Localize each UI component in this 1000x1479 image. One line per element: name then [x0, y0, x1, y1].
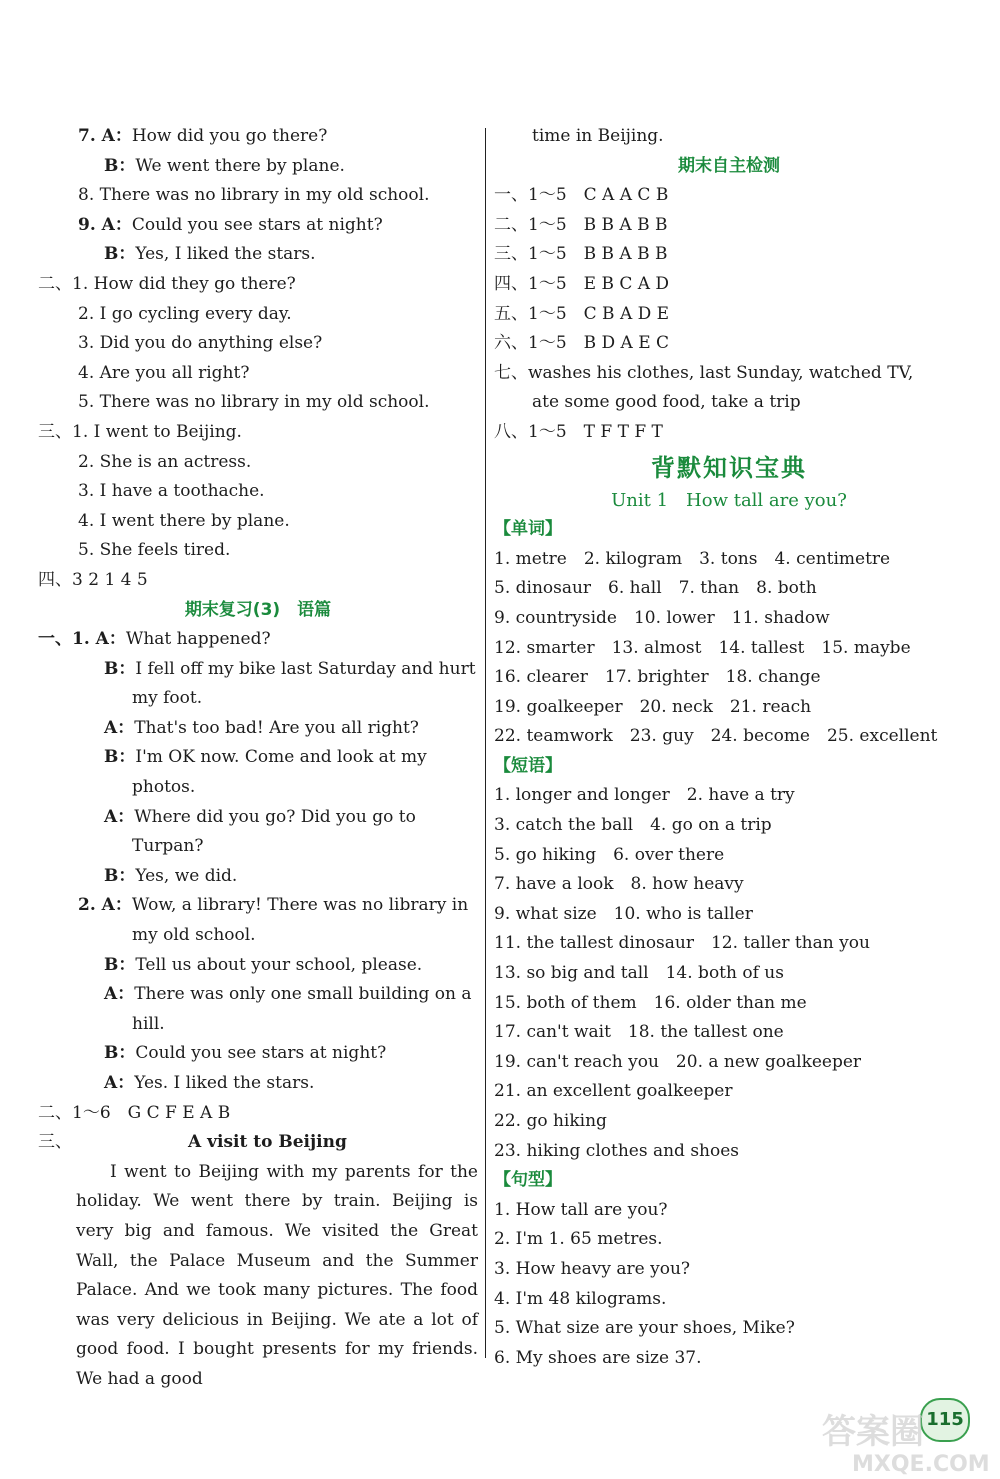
- final-answer-line: 五、1～5 C B A D E: [494, 303, 670, 324]
- unit-title: Unit 1 How tall are you?: [611, 489, 847, 511]
- essay-body: [38, 1158, 478, 1395]
- line-text: 二、1. How did they go there?: [38, 273, 296, 294]
- phrase-line: 5. go hiking 6. over there: [494, 844, 725, 865]
- answer-line: [38, 507, 478, 537]
- svg-text:答案圈: 答案圈: [822, 1412, 924, 1452]
- line-text: 3. Did you do anything else?: [78, 333, 323, 354]
- speaker-label: B：: [104, 747, 136, 768]
- dialogue-line: [38, 921, 478, 951]
- line-text: Could you see stars at night?: [131, 214, 383, 235]
- answer-line: [38, 477, 478, 507]
- sentence-line: 3. How heavy are you?: [494, 1258, 691, 1279]
- speaker-label: A：: [104, 1073, 135, 1093]
- line-text: 4. I went there by plane.: [78, 510, 290, 531]
- dialogue-line: [38, 655, 478, 685]
- line-text: 2. She is an actress.: [78, 451, 252, 472]
- word-line: 5. dinosaur 6. hall 7. than 8. both: [494, 578, 817, 599]
- speaker-label: B：: [104, 954, 136, 975]
- line-text: my old school.: [132, 925, 256, 946]
- final-answer-7-cont: ate some good food, take a trip: [532, 392, 801, 413]
- line-text: 3. I have a toothache.: [78, 481, 265, 502]
- line-text: Wow, a library! There was no library in: [131, 895, 469, 916]
- answer-line: [38, 329, 478, 359]
- final-answer-line: 四、1～5 E B C A D: [494, 273, 670, 294]
- phrase-line: 13. so big and tall 14. both of us: [494, 963, 784, 984]
- dialogue-line: [38, 980, 478, 1010]
- line-text: Where did you go? Did you go to: [134, 806, 416, 827]
- line-text: Yes, we did.: [135, 865, 238, 886]
- line-text: Could you see stars at night?: [135, 1043, 387, 1064]
- left-column: [38, 122, 478, 1395]
- dialogue-line: [38, 1069, 478, 1099]
- line-text: 二、1～6 G C F E A B: [38, 1102, 231, 1123]
- word-line: 9. countryside 10. lower 11. shadow: [494, 607, 830, 628]
- word-line: 16. clearer 17. brighter 18. change: [494, 667, 821, 688]
- review3-dialogue: [38, 625, 478, 1128]
- sentences-list: [494, 1196, 964, 1374]
- answer-line: [38, 536, 478, 566]
- dialogue-line: [38, 832, 478, 862]
- line-text: 2. I go cycling every day.: [78, 303, 292, 324]
- essay-title: A visit to Beijing: [188, 1132, 347, 1153]
- word-line: 12. smarter 13. almost 14. tallest 15. maybe: [494, 637, 911, 658]
- page-number: 115: [920, 1398, 970, 1442]
- speaker-label: 7. A：: [78, 126, 132, 146]
- phrase-line: 17. can't wait 18. the tallest one: [494, 1022, 784, 1043]
- phrase-line: 19. can't reach you 20. a new goalkeeper: [494, 1051, 862, 1072]
- phrase-line: 1. longer and longer 2. have a try: [494, 785, 795, 806]
- left-answer-list: [38, 122, 478, 596]
- review3-heading: 期末复习(3) 语篇: [184, 599, 332, 620]
- final-test-answers: [494, 181, 964, 388]
- line-text: We went there by plane.: [135, 155, 345, 176]
- dialogue-line: [38, 625, 478, 655]
- word-line: 1. metre 2. kilogram 3. tons 4. centimetre: [494, 548, 891, 569]
- continuation-line: time in Beijing.: [532, 126, 664, 146]
- phrase-line: 9. what size 10. who is taller: [494, 903, 753, 924]
- phrase-line: 23. hiking clothes and shoes: [494, 1140, 740, 1161]
- phrases-label: 【短语】: [494, 755, 562, 776]
- final-answer-line: 七、washes his clothes, last Sunday, watched TV,: [494, 362, 914, 383]
- speaker-label: B：: [104, 244, 136, 265]
- answer-line: [38, 388, 478, 418]
- phrase-line: 11. the tallest dinosaur 12. taller than you: [494, 933, 870, 954]
- final-answer-line: 三、1～5 B B A B B: [494, 244, 668, 265]
- final-answer-line: 一、1～5 C A A C B: [494, 185, 669, 206]
- dialogue-line: [38, 803, 478, 833]
- speaker-label: 一、1. A：: [38, 629, 126, 650]
- final-test-heading: 期末自主检测: [678, 155, 780, 176]
- line-text: That's too bad! Are you all right?: [134, 717, 419, 738]
- dialogue-line: [38, 951, 478, 981]
- dialogue-line: [38, 714, 478, 744]
- line-text: 4. Are you all right?: [78, 362, 250, 383]
- line-text: 5. She feels tired.: [78, 540, 231, 561]
- line-text: 四、3 2 1 4 5: [38, 569, 148, 590]
- words-label: 【单词】: [494, 519, 562, 540]
- sentence-line: 1. How tall are you?: [494, 1199, 668, 1220]
- dialogue-line: [38, 743, 478, 773]
- phrase-line: 7. have a look 8. how heavy: [494, 874, 744, 895]
- final-answer-line: 六、1～5 B D A E C: [494, 333, 670, 354]
- book-title: 背默知识宝典: [651, 453, 807, 482]
- svg-text:MXQE.COM: MXQE.COM: [852, 1452, 990, 1477]
- sentence-line: 5. What size are your shoes, Mike?: [494, 1318, 795, 1339]
- line-text: 三、1. I went to Beijing.: [38, 421, 242, 442]
- speaker-label: B：: [104, 1043, 136, 1064]
- answer-line: [38, 122, 478, 152]
- line-text: How did you go there?: [131, 126, 328, 146]
- answer-line: [38, 181, 478, 211]
- answer-line: [38, 448, 478, 478]
- dialogue-line: [38, 1099, 478, 1129]
- right-column: [494, 122, 964, 1373]
- phrase-line: 22. go hiking: [494, 1111, 607, 1131]
- line-text: Yes, I liked the stars.: [135, 244, 316, 265]
- line-text: 8. There was no library in my old school.: [78, 185, 430, 206]
- speaker-label: 9. A：: [78, 214, 132, 235]
- dialogue-line: [38, 1010, 478, 1040]
- phrase-line: 3. catch the ball 4. go on a trip: [494, 815, 772, 836]
- column-divider: [485, 128, 486, 1358]
- speaker-label: 2. A：: [78, 895, 132, 916]
- speaker-label: B：: [104, 865, 136, 886]
- answer-line: [38, 300, 478, 330]
- line-text: my foot.: [132, 688, 203, 709]
- phrases-list: [494, 781, 964, 1166]
- word-line: 22. teamwork 23. guy 24. become 25. excellent: [494, 726, 938, 747]
- essay-paragraph: I went to Beijing with my parents for the holiday. We went there by train. Beijing is very big and famous. We visited the Great Wall, the Palace Museum and the Summer Palace. And we took many pictures. The food was very delicious in Beijing. We ate a lot of good food. I bought presents for my friends. We had a good: [76, 1161, 478, 1389]
- sentences-label: 【句型】: [494, 1170, 562, 1191]
- dialogue-line: [38, 1039, 478, 1069]
- words-list: [494, 545, 964, 752]
- answer-line: [38, 152, 478, 182]
- sentence-line: 2. I'm 1. 65 metres.: [494, 1229, 663, 1250]
- speaker-label: A：: [104, 717, 135, 738]
- dialogue-line: [38, 891, 478, 921]
- word-line: 19. goalkeeper 20. neck 21. reach: [494, 696, 812, 717]
- line-text: photos.: [132, 777, 196, 798]
- essay-prefix: 三、: [38, 1132, 72, 1153]
- speaker-label: B：: [104, 658, 136, 679]
- line-text: I'm OK now. Come and look at my: [135, 747, 427, 768]
- answer-line: [38, 566, 478, 596]
- answer-line: [38, 418, 478, 448]
- line-text: What happened?: [125, 629, 271, 650]
- final-answer-line: 二、1～5 B B A B B: [494, 214, 668, 235]
- phrase-line: 21. an excellent goalkeeper: [494, 1081, 733, 1102]
- speaker-label: A：: [104, 984, 135, 1005]
- sentence-line: 4. I'm 48 kilograms.: [494, 1288, 667, 1309]
- line-text: Tell us about your school, please.: [135, 954, 423, 975]
- dialogue-line: [38, 684, 478, 714]
- line-text: I fell off my bike last Saturday and hurt: [135, 658, 476, 679]
- line-text: hill.: [132, 1013, 165, 1034]
- sentence-line: 6. My shoes are size 37.: [494, 1347, 702, 1368]
- answer-line: [38, 359, 478, 389]
- speaker-label: A：: [104, 806, 135, 827]
- final-answer-8: 八、1～5 T F T F T: [494, 421, 663, 442]
- speaker-label: B：: [104, 155, 136, 176]
- dialogue-line: [38, 862, 478, 892]
- line-text: Turpan?: [132, 836, 204, 857]
- line-text: 5. There was no library in my old school.: [78, 392, 430, 413]
- answer-line: [38, 240, 478, 270]
- line-text: Yes. I liked the stars.: [134, 1073, 315, 1093]
- essay-title-line: [38, 1128, 478, 1158]
- line-text: There was only one small building on a: [134, 984, 472, 1005]
- answer-line: [38, 270, 478, 300]
- watermark-logo: [812, 1405, 1000, 1477]
- phrase-line: 15. both of them 16. older than me: [494, 992, 807, 1013]
- dialogue-line: [38, 773, 478, 803]
- answer-line: [38, 211, 478, 241]
